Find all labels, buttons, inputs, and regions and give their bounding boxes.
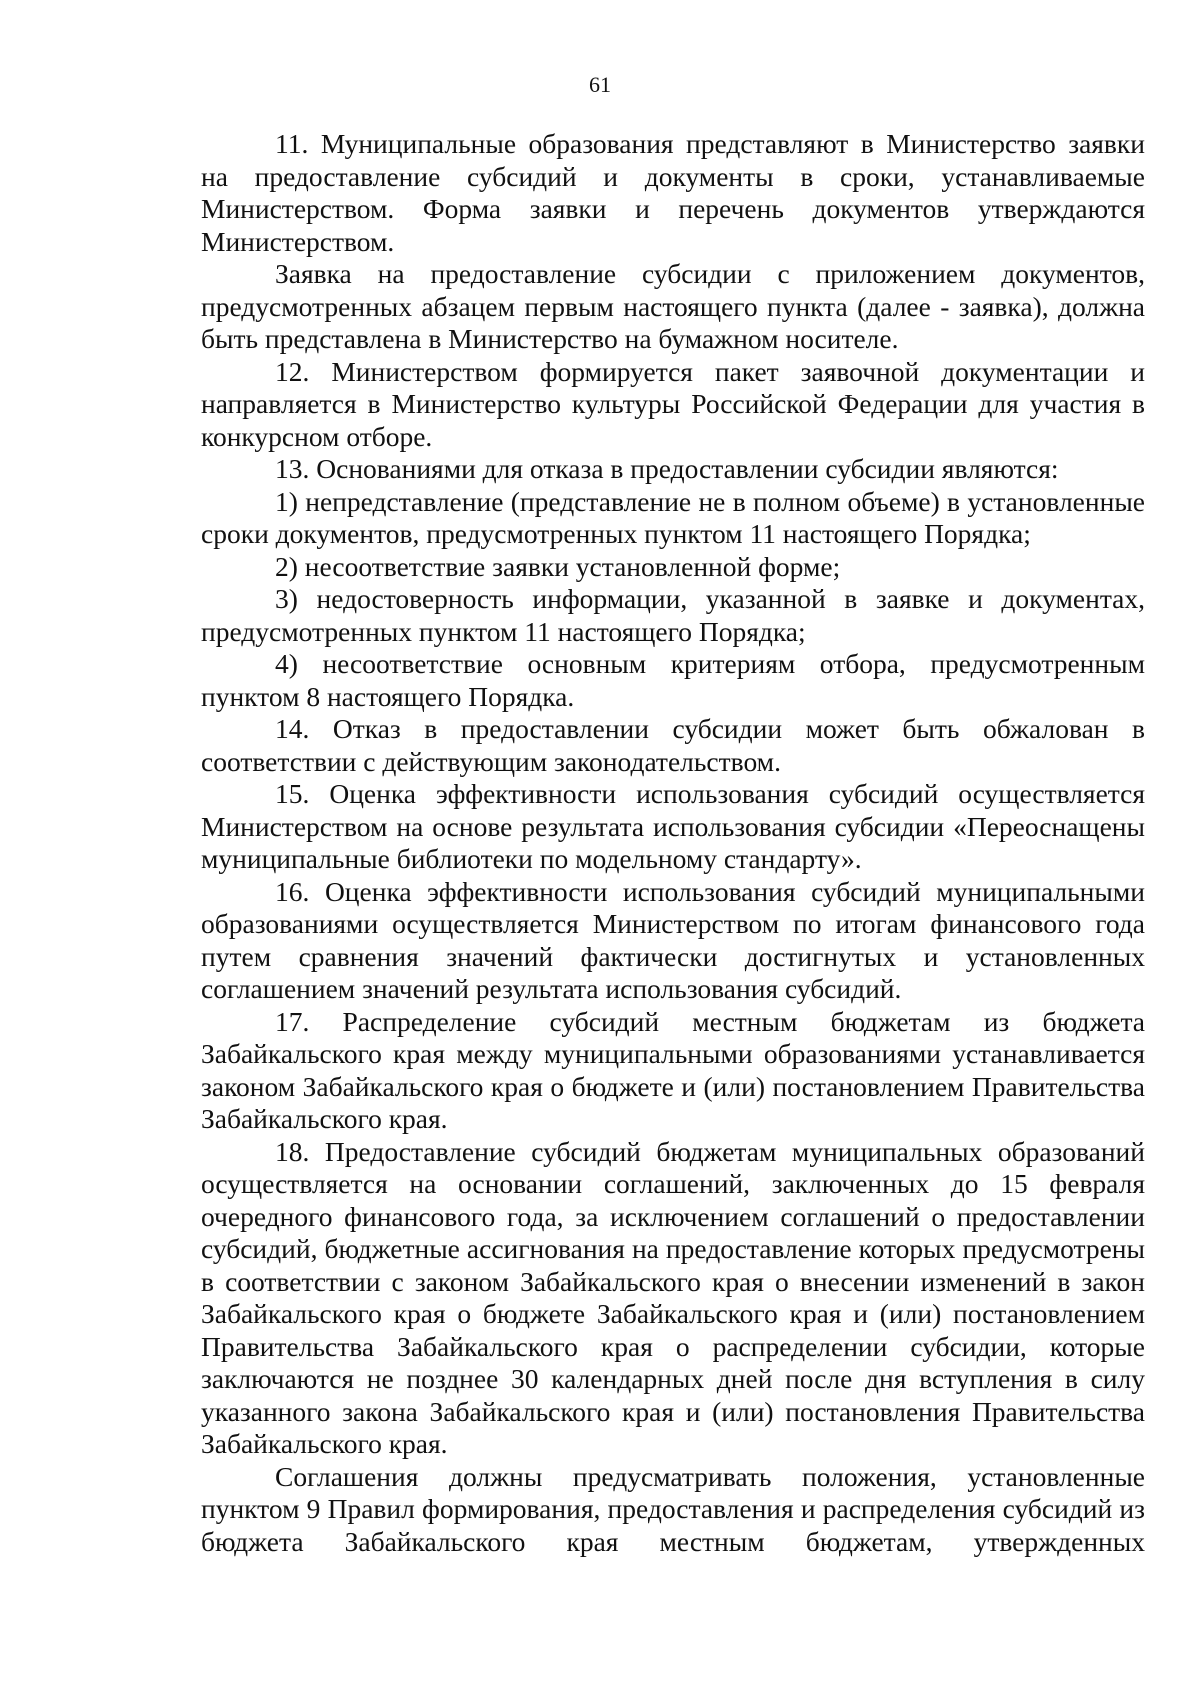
paragraph-13-item-3: 3) недостоверность информации, указанной в заявке и документах, предусмотренных пунктом 11 настоящего Порядка;: [201, 583, 1145, 647]
paragraph-15: 15. Оценка эффективности использования субсидий осуществляется Министерством на основе результата использования субсидии «Переоснащены муниципальные библиотеки по модельному стандарту».: [201, 778, 1145, 874]
paragraph-18: 18. Предоставление субсидий бюджетам муниципальных образований осуществляется на основании соглашений, заключенных до 15 февраля очередного финансового года, за исключением соглашений о предоставлении субсидий, бюджетные ассигнования на предоставление которых предусмотрены в соответствии с законом Забайкальского края о внесении изменений в закон Забайкальского края о бюджете Забайкальского края и (или) постановлением Правительства Забайкальского края о распределении субсидии, которые заключаются не позднее 30 календарных дней после дня вступления в силу указанного закона Забайкальского края и (или) постановления Правительства Забайкальского края.: [201, 1135, 1145, 1459]
paragraph-13-item-4: 4) несоответствие основным критериям отбора, предусмотренным пунктом 8 настоящего Порядка.: [201, 648, 1145, 712]
paragraph-agreements: Соглашения должны предусматривать положения, установленные пунктом 9 Правил формирования, предоставления и распределения субсидий из бюджета Забайкальского края местным бюджетам, утвержденных: [201, 1460, 1145, 1557]
page-number: 61: [589, 72, 611, 97]
paragraph-17: 17. Распределение субсидий местным бюджетам из бюджета Забайкальского края между муниципальными образованиями устанавливается законом Забайкальского края о бюджете и (или) постановлением Правительства Забайкальского края.: [201, 1005, 1145, 1134]
paragraph-16: 16. Оценка эффективности использования субсидий муниципальными образованиями осуществляется Министерством по итогам финансового года путем сравнения значений фактически достигнутых и установленных соглашением значений результата использования субсидий.: [201, 875, 1145, 1004]
document-body: [201, 128, 1145, 1558]
paragraph-application: Заявка на предоставление субсидии с приложением документов, предусмотренных абзацем первым настоящего пункта (далее - заявка), должна быть представлена в Министерство на бумажном носителе.: [201, 258, 1145, 354]
paragraph-13-item-1: 1) непредставление (представление не в полном объеме) в установленные сроки документов, предусмотренных пунктом 11 настоящего Порядка;: [201, 485, 1145, 549]
paragraph-14: 14. Отказ в предоставлении субсидии может быть обжалован в соответствии с действующим законодательством.: [201, 713, 1145, 777]
paragraph-12: 12. Министерством формируется пакет заявочной документации и направляется в Министерство культуры Российской Федерации для участия в конкурсном отборе.: [201, 355, 1145, 452]
paragraph-11: 11. Муниципальные образования представляют в Министерство заявки на предоставление субсидий и документы в сроки, устанавливаемые Министерством. Форма заявки и перечень документов утверждаются Министерством.: [201, 128, 1145, 257]
paragraph-13: 13. Основаниями для отказа в предоставлении субсидии являются:: [275, 453, 1059, 484]
paragraph-13-item-2: 2) несоответствие заявки установленной форме;: [275, 550, 841, 582]
